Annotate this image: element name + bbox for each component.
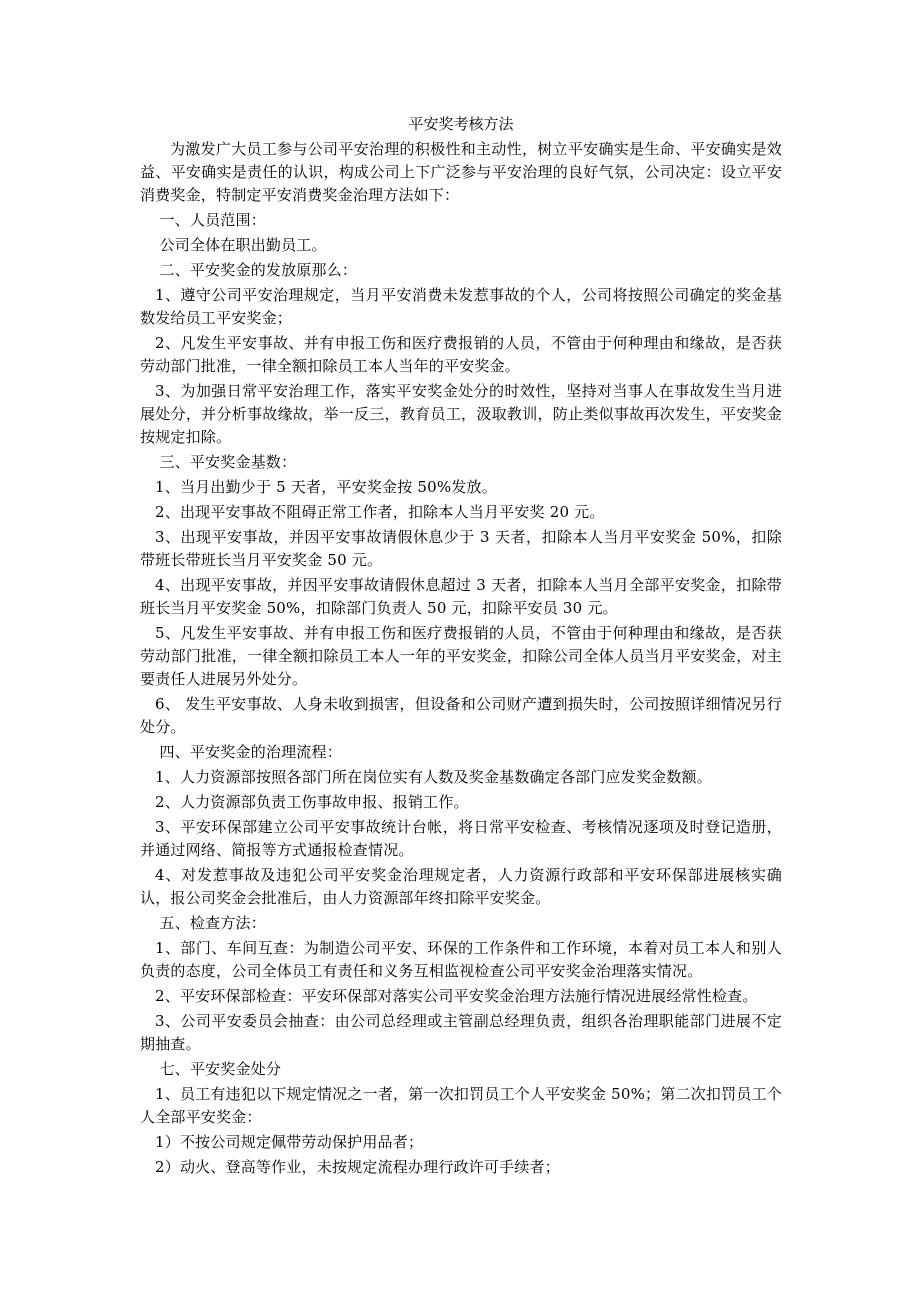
paragraph: 3、平安环保部建立公司平安事故统计台帐，将日常平安检查、考核情况逐项及时登记造册，并通过网络、简报等方式通报检查情况。 (140, 818, 782, 859)
paragraph: 4、对发惹事故及违犯公司平安奖金治理规定者，人力资源行政部和平安环保部进展核实确认，报公司奖金会批准后，由人力资源部年终扣除平安奖金。 (140, 866, 782, 907)
paragraph: 公司全体在职出勤员工。 (159, 236, 327, 254)
paragraph: 2、人力资源部负责工伤事故申报、报销工作。 (155, 793, 469, 811)
paragraph: 三、平安奖金基数： (159, 453, 297, 471)
paragraph: 5、凡发生平安事故、并有申报工伤和医疗费报销的人员，不管由于何种理由和缘故，是否获劳动部门批准，一律全额扣除员工本人一年的平安奖金，扣除公司全体人员当月平安奖金，对主要责任人进展另外处分。 (140, 624, 782, 688)
paragraph: 2、出现平安事故不阻碍正常工作者，扣除本人当月平安奖 20 元。 (155, 503, 605, 521)
document-title: 平安奖考核方法 (408, 115, 514, 133)
paragraph: 为激发广大员工参与公司平安治理的积极性和主动性，树立平安确实是生命、平安确实是效益、平安确实是责任的认识，构成公司上下广泛参与平安治理的良好气氛，公司决定：设立平安消费奖金，特制定平安消费奖金治理方法如下： (140, 140, 782, 204)
paragraph: 3、出现平安事故，并因平安事故请假休息少于 3 天者，扣除本人当月平安奖金 50%，扣除带班长带班长当月平安奖金 50 元。 (140, 528, 782, 569)
paragraph: 2、平安环保部检查：平安环保部对落实公司平安奖金治理方法施行情况进展经常性检查。 (155, 987, 758, 1005)
document-page (140, 112, 782, 1179)
paragraph: 2）动火、登高等作业，未按规定流程办理行政许可手续者； (155, 1158, 560, 1176)
paragraph: 2、凡发生平安事故、并有申报工伤和医疗费报销的人员，不管由于何种理由和缘故，是否获劳动部门批准，一律全额扣除员工本人当年的平安奖金。 (140, 334, 782, 375)
paragraph: 3、为加强日常平安治理工作，落实平安奖金处分的时效性，坚持对当事人在事故发生当月进展处分，并分析事故缘故，举一反三，教育员工，汲取教训，防止类似事故再次发生，平安奖金按规定扣除。 (140, 382, 782, 446)
paragraph: 1、部门、车间互查：为制造公司平安、环保的工作条件和工作环境，本着对员工本人和别人负责的态度，公司全体员工有责任和义务互相监视检查公司平安奖金治理落实情况。 (140, 939, 782, 980)
paragraph: 1、人力资源部按照各部门所在岗位实有人数及奖金基数确定各部门应发奖金数额。 (155, 768, 712, 786)
paragraph: 6、 发生平安事故、人身未收到损害，但设备和公司财产遭到损失时，公司按照详细情况另行处分。 (140, 695, 782, 736)
paragraph: 二、平安奖金的发放原那么： (159, 261, 358, 279)
paragraph: 五、检查方法： (159, 914, 266, 932)
paragraph: 四、平安奖金的治理流程： (159, 743, 342, 761)
paragraph: 4、出现平安事故，并因平安事故请假休息超过 3 天者，扣除本人当月全部平安奖金，扣除带班长当月平安奖金 50%，扣除部门负责人 50 元，扣除平安员 30 元。 (140, 576, 782, 617)
paragraph: 3、公司平安委员会抽查：由公司总经理或主管副总经理负责，组织各治理职能部门进展不定期抽查。 (140, 1012, 782, 1053)
paragraph: 1）不按公司规定佩带劳动保护用品者； (155, 1133, 424, 1151)
paragraph: 1、遵守公司平安治理规定，当月平安消费未发惹事故的个人，公司将按照公司确定的奖金基数发给员工平安奖金； (140, 286, 782, 327)
paragraph: 1、当月出勤少于 5 天者，平安奖金按 50%发放。 (155, 478, 497, 496)
paragraph: 一、人员范围： (159, 211, 266, 229)
document-body (140, 138, 782, 1179)
paragraph: 七、平安奖金处分 (159, 1060, 282, 1078)
paragraph: 1、员工有违犯以下规定情况之一者，第一次扣罚员工个人平安奖金 50%；第二次扣罚员工个人全部平安奖金： (140, 1085, 782, 1126)
